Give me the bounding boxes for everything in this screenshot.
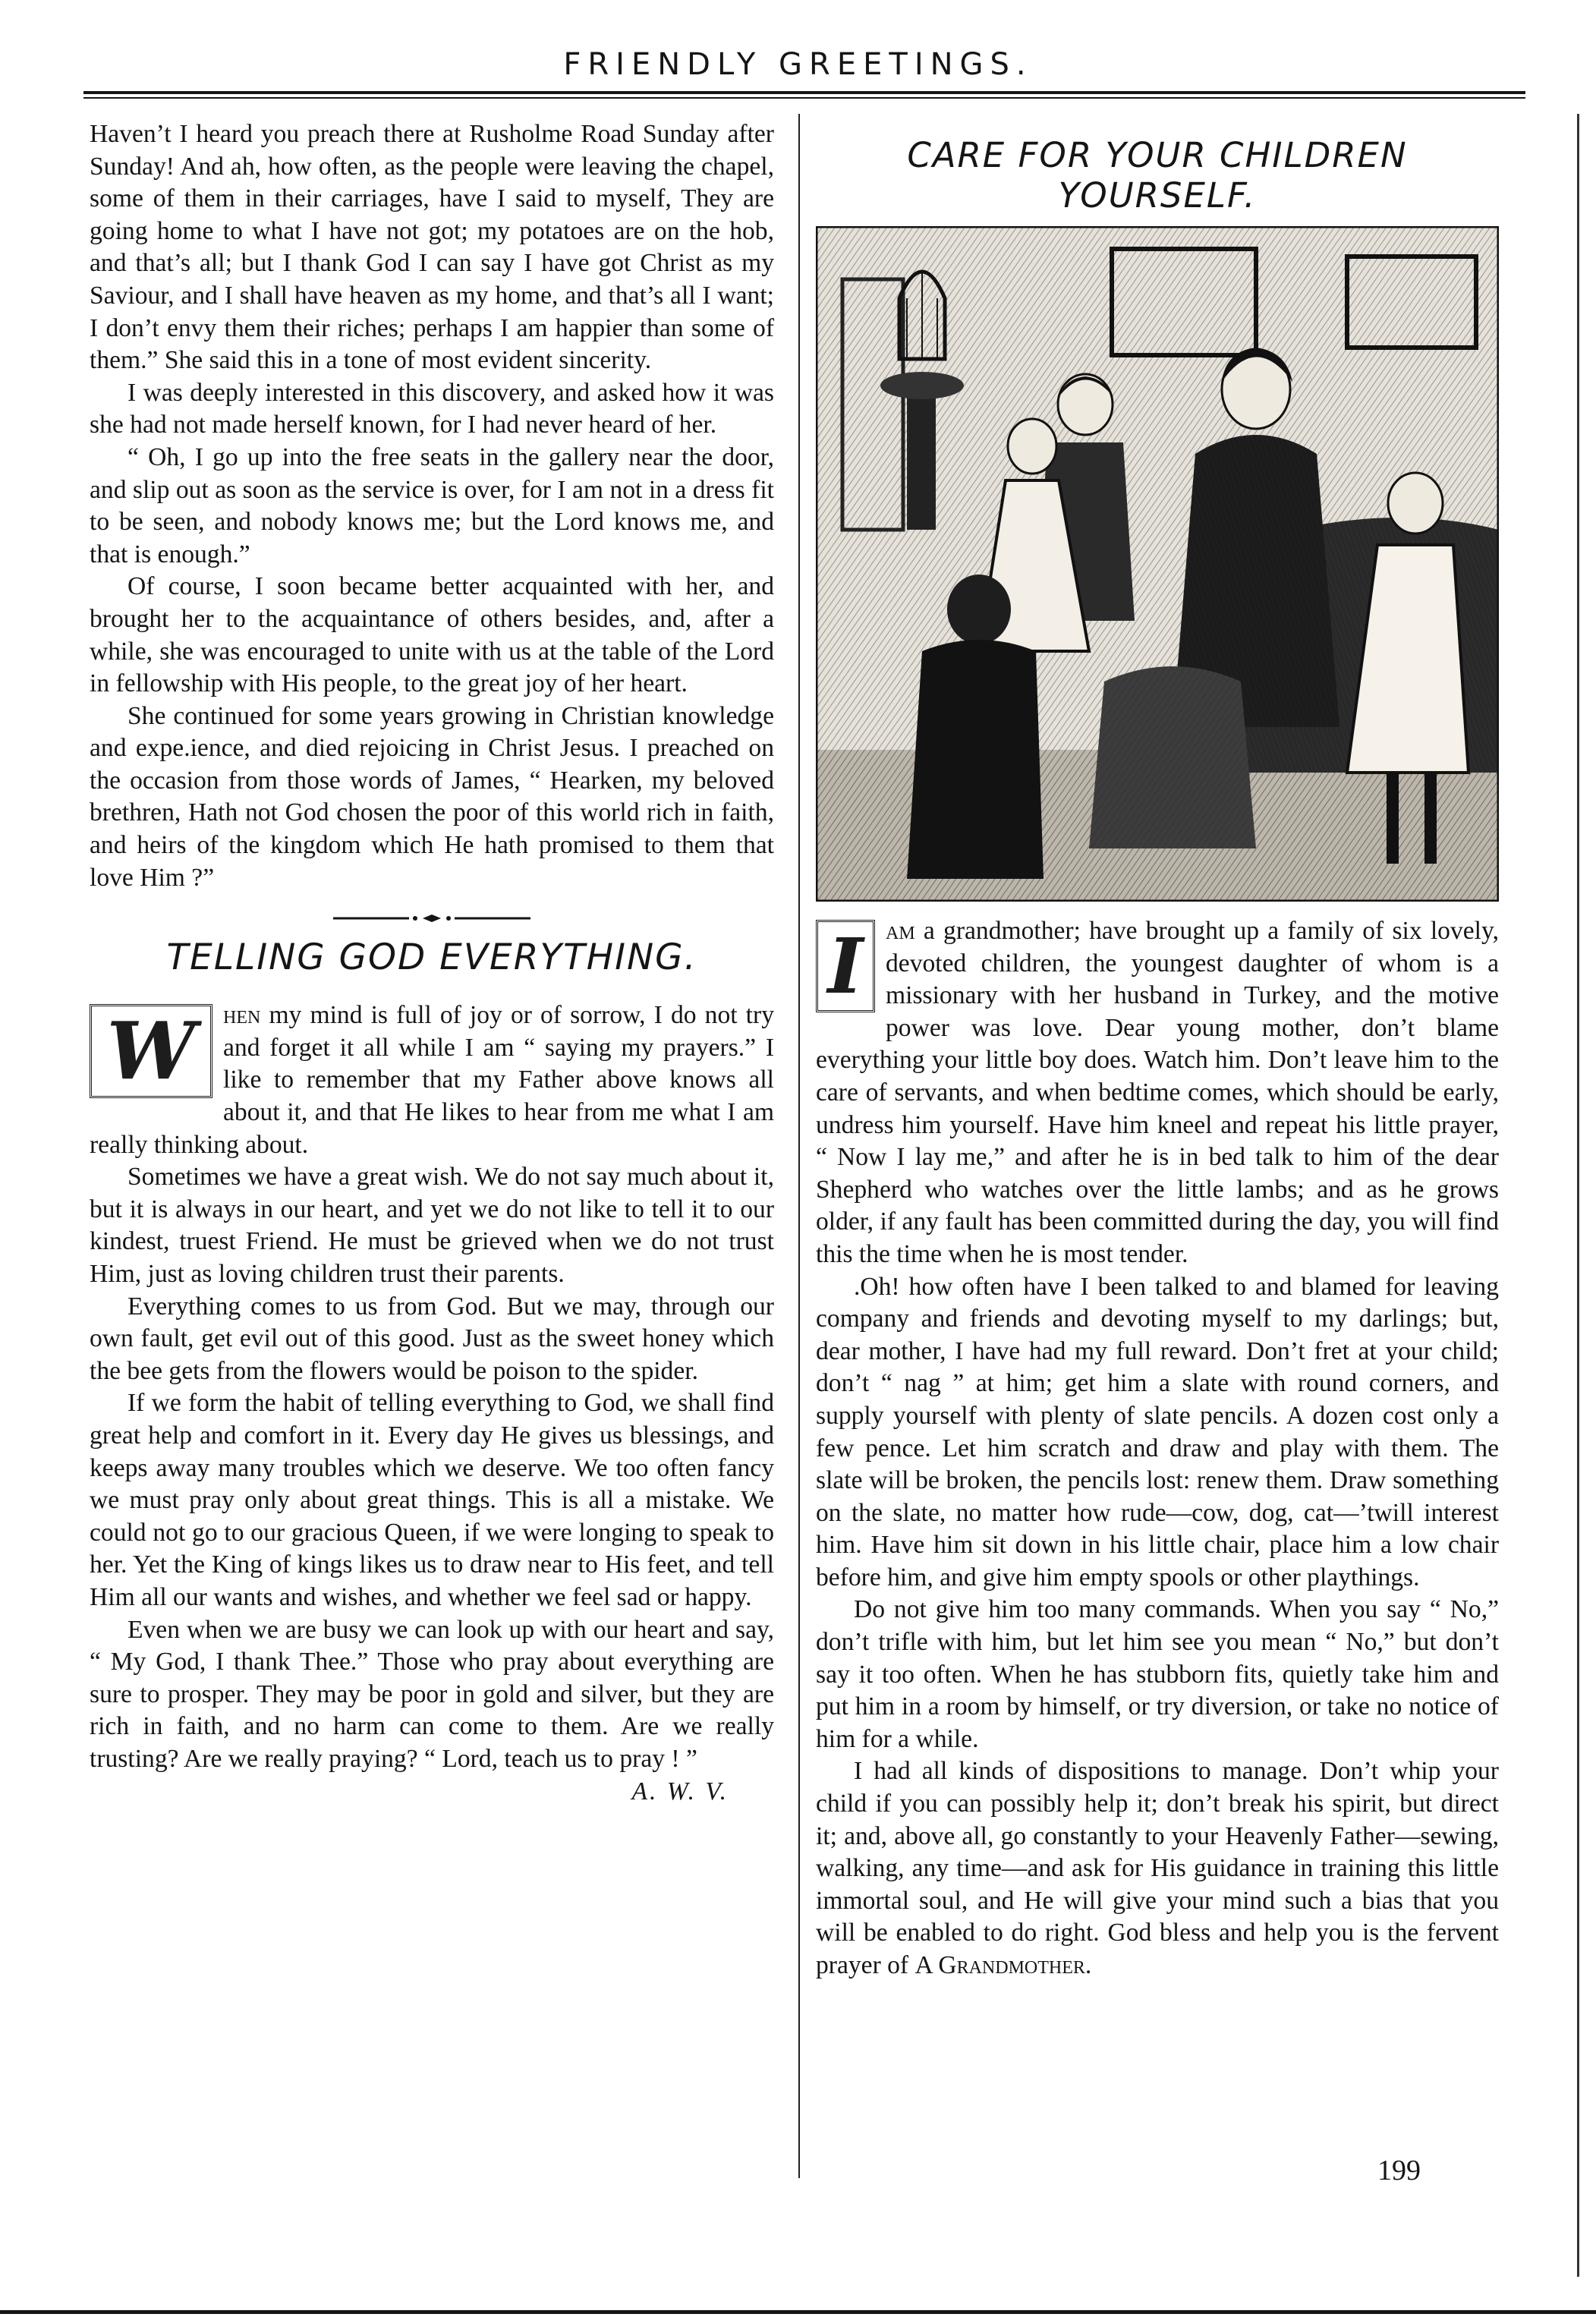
last-paragraph	[816, 1755, 1499, 1982]
continued-paragraph: Haven’t I heard you preach there at Rusholme Road Sunday after Sunday! And ah, how often, as the people were leaving the chapel, some of them in their carriages, have I said to myself, They are going home to what I have not got; my potatoes are on the hob, and that’s all; but I thank God I can say I have got Christ as my Saviour, and I shall have heaven as my home, and that’s all I want; I don’t envy them their riches; perhaps I am happier than some of them.” She said this in a tone of most evident sincerity.	[90, 120, 774, 375]
engraving-illustration	[816, 226, 1499, 902]
attribution: A. W. V.	[631, 1777, 729, 1805]
body-paragraph: If we form the habit of telling everything to God, we shall find great help and comfort in it. Every day He gives us blessings, and keeps away many troubles which we deserve. We too often fancy we must pray only about great things. This is all a mistake. We could not go to our gracious Queen, if we were longing to speak to her. Yet the King of kings likes us to draw near to His feet, and tell Him all our wants and wishes, and whether we feel sad or happy.	[90, 1389, 774, 1611]
header-rule-thin	[83, 97, 1525, 99]
first-paragraph-text: a grandmother; have brought up a family of six lovely, devoted children, the youngest daughter of whom is a missionary with her husband in Turkey, and the motive power was love. Dear young mother, don’t blame everything your little boy does. Watch him. Don’t leave him to the care of servants, and when bedtime comes, which should be early, undress him yourself. Have him kneel and repeat his little prayer, “ Now I lay me,” and after he is in bed talk to him of the dear Shepherd who watches over the little lambs; and as he grows older, if any fault has been committed during the day, you will find this the time when he is most tender.	[816, 917, 1499, 1268]
section-ornament	[333, 914, 530, 923]
left-column	[90, 118, 774, 1808]
last-paragraph-text: I had all kinds of dispositions to manage. Don’t whip your child if you can possibly help it; don’t break his spirit, but direct it; and, above all, go constantly to your Heavenly Father—sewing, walking, any time—and ask for His guidance in training this little immortal soul, and He will give your mind such a bias that you will be enabled to do right. God bless and help you is the fervent prayer of	[816, 1757, 1499, 1979]
body-paragraph: Of course, I soon became better acquainted with her, and brought her to the acquaintance of others besides, and, after a while, she was encouraged to unite with us at the table of the Lord in fellowship with His people, to the great joy of her heart.	[90, 572, 774, 698]
drop-cap: W	[90, 1004, 212, 1098]
article-first-paragraph	[816, 915, 1499, 1271]
body-paragraph: “ Oh, I go up into the free seats in the gallery near the door, and slip out as soon as the service is over, for I am not in a dress fit to be seen, and nobody knows me; but the Lord knows me, and that is enough.”	[90, 442, 774, 568]
signature: A Grandmother.	[914, 1951, 1092, 1979]
bottom-rule	[0, 2310, 1596, 2314]
body-paragraph: Everything comes to us from God. But we may, through our own fault, get evil out of this good. Just as the sweet honey which the bee gets from the flowers would be poison to the spider.	[90, 1292, 774, 1385]
body-paragraph: Do not give him too many commands. When you say “ No,” don’t trifle with him, but let him see you mean “ No,” but don’t say it too often. When he has stubborn fits, quietly take him and put him in a room by himself, or try diversion, or take no notice of him for a while.	[816, 1595, 1499, 1753]
header-rule-thick	[83, 91, 1525, 94]
running-title: FRIENDLY GREETINGS.	[563, 47, 1033, 82]
last-paragraph-text: Even when we are busy we can look up with our heart and say, “ My God, I thank Thee.” Those who pray about everything are sure to prosper. They may be poor in gold and silver, but they are rich in faith, and no harm can come to them. Are we really trusting? Are we really praying? “ Lord, teach us to pray ! ”	[90, 1615, 774, 1773]
article-first-paragraph	[90, 1000, 774, 1161]
body-paragraph: Sometimes we have a great wish. We do not say much about it, but it is always in our heart, and yet we do not like to tell it to our kindest, truest Friend. He must be grieved when we do not trust Him, just as loving children trust their parents.	[90, 1163, 774, 1288]
lead-in: hen	[223, 1001, 261, 1030]
page-edge-texture	[1575, 114, 1581, 2277]
article-title: CARE FOR YOUR CHILDREN YOURSELF.	[907, 135, 1408, 216]
right-column	[816, 118, 1499, 1982]
body-paragraph: She continued for some years growing in Christian knowledge and expe.ience, and died rejoicing in Christ Jesus. I preached on the occasion from those words of James, “ Hearken, my beloved brethren, Hath not God chosen the poor of this world rich in faith, and heirs of the kingdom which He hath promised to them that love Him ?”	[90, 701, 774, 892]
body-paragraph: I was deeply interested in this discovery, and asked how it was she had not made herself known, for I had never heard of her.	[90, 378, 774, 439]
drop-cap: I	[816, 920, 875, 1012]
lead-in: am	[886, 917, 915, 945]
first-paragraph-text: my mind is full of joy or of sorrow, I do not try and forget it all while I am “ saying my prayers.” I like to remember that my Father above knows all about it, and that He likes to hear from me what I am really thinking about.	[90, 1001, 774, 1159]
page-number: 199	[1377, 2155, 1421, 2186]
body-paragraph: .Oh! how often have I been talked to and blamed for leaving company and friends and devoting myself to my darlings; but, dear mother, I have had my full reward. Don’t fret at your child; don’t “ nag ” at him; get him a slate with round corners, and supply yourself with plenty of slate pencils. A dozen cost only a few pence. Let him scratch and draw and play with them. The slate will be broken, the pencils lost: renew them. Draw something on the slate, no matter how rude—cow, dog, cat—’twill interest him. Have him sit down in his little chair, place him a low chair before him, and give him empty spools or other playthings.	[816, 1272, 1499, 1591]
article-title: TELLING GOD EVERYTHING.	[166, 937, 697, 979]
column-divider	[798, 114, 800, 2178]
engraving-drawing	[816, 226, 1499, 902]
last-paragraph	[90, 1614, 774, 1805]
